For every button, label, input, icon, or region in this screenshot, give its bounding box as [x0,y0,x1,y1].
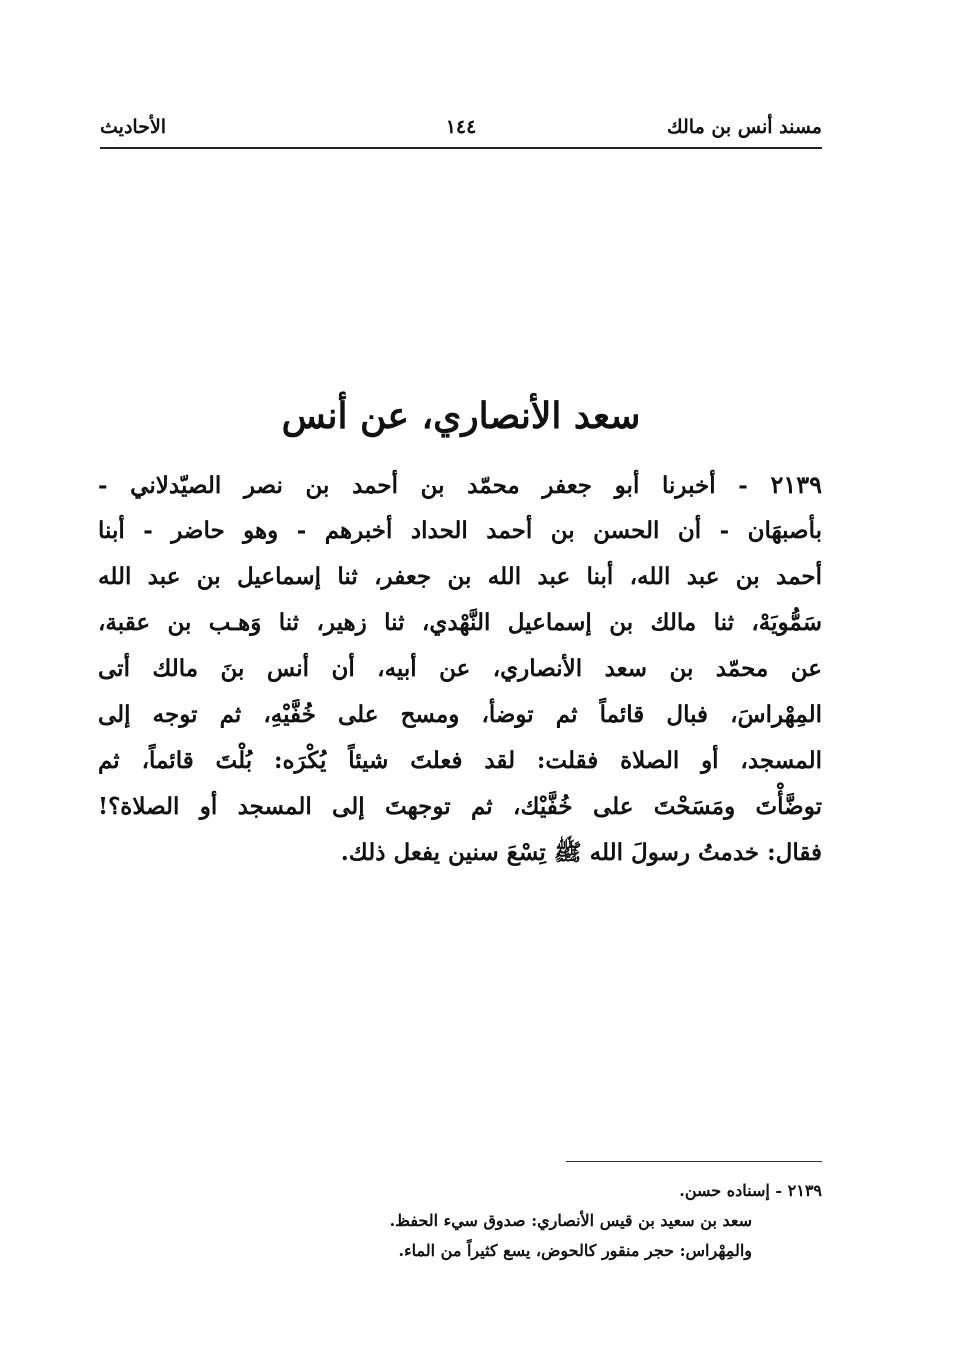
hadith-line: بأصبهَان - أن الحسن بن أحمد الحداد أخبرهم - وهو حاضر - أبنا [98,517,822,544]
hadith-line: فقال: خدمتُ رسولَ الله ﷺ تِسْعَ سنين يفعل ذلك. [340,839,822,866]
hadith-text [98,462,822,876]
footnotes [240,1176,822,1266]
footnote-line: والمِهْراس: حجر منقور كالحوض، يسع كثيراً من الماء. [398,1241,752,1260]
page-number: ١٤٤ [445,116,477,138]
running-header [100,112,822,148]
footnote-line [240,1176,822,1206]
hadith-line: عن محمّد بن سعد الأنصاري، عن أبيه، أن أنس بنَ مالك أتى [98,655,822,682]
hadith-line: توضَّأْتَ ومَسَحْتَ على خُفَّيْك، ثم توجهتَ إلى المسجد أو الصلاة؟! [98,793,822,820]
hadith-line: المسجد، أو الصلاة فقلت: لقد فعلتَ شيئاً يُكْرَه: بُلْتَ قائماً، ثم [98,747,822,774]
footnote-rule [566,1161,822,1162]
header-rule [100,147,822,149]
section-label: الأحاديث [100,116,167,138]
footnote-number: ٢١٣٩ [787,1181,822,1200]
hadith-number: ٢١٣٩ [770,470,822,499]
footnote-line: سعد بن سعيد بن قيس الأنصاري: صدوق سيء الحفظ. [389,1211,752,1230]
footnote-text: - إسناده حسن. [679,1181,783,1200]
hadith-line: أحمد بن عبد الله، أبنا عبد الله بن جعفر، ثنا إسماعيل بن عبد الله [98,563,822,590]
section-title: سعد الأنصاري، عن أنس [281,395,641,437]
hadith-line [98,462,822,508]
hadith-line: المِهْراسَ، فبال قائماً ثم توضأ، ومسح على خُفَّيْهِ، ثم توجه إلى [98,701,822,728]
hadith-line: سَمُّويَهْ، ثنا مالك بن إسماعيل النَّهْدي، ثنا زهير، ثنا وَهـب بن عقبة، [98,609,822,636]
hadith-line-text: - أخبرنا أبو جعفر محمّد بن أحمد بن نصر الصيّدلاني - [98,472,748,499]
book-title: مسند أنس بن مالك [667,116,822,138]
